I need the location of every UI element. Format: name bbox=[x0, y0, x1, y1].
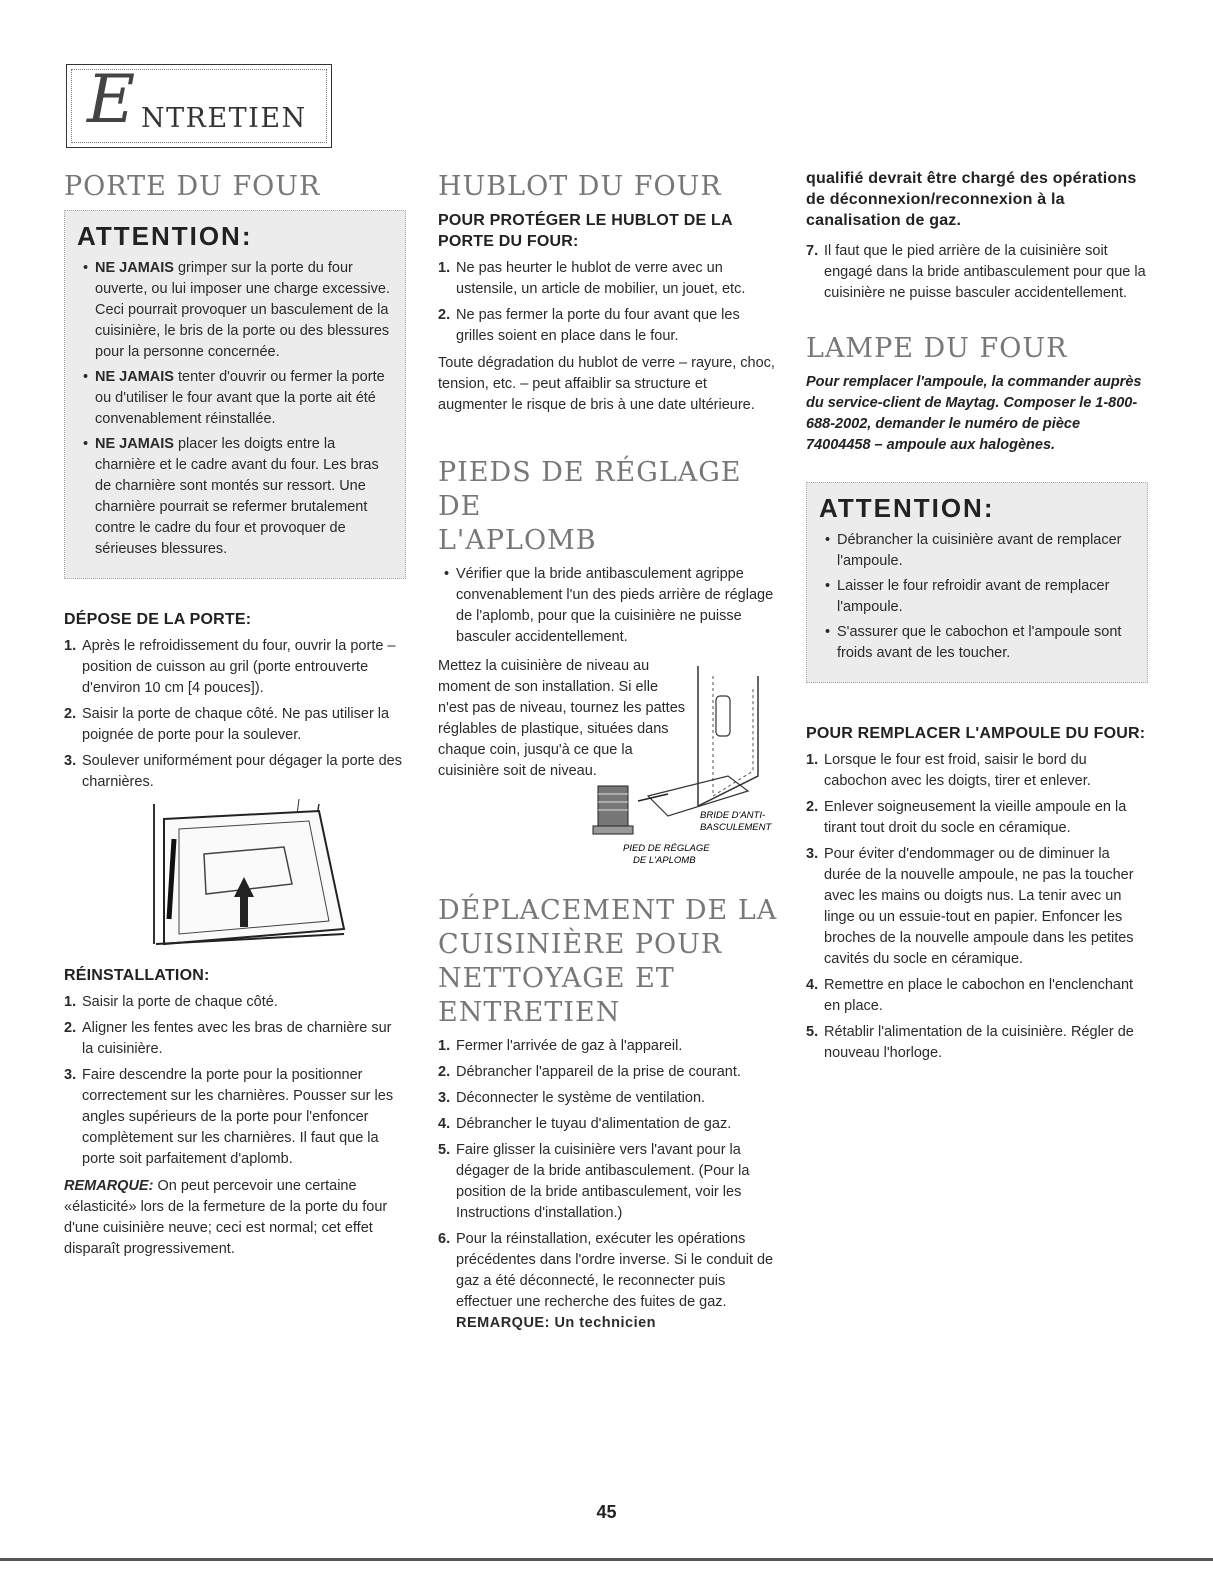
list-item: 7. Il faut que le pied arrière de la cuisinière soit engagé dans la bride antibasculement pour que la cuisinière ne puisse basculer accidentellement. bbox=[806, 243, 1146, 301]
list-item: 2. Aligner les fentes avec les bras de charnière sur la cuisinière. bbox=[64, 1020, 392, 1057]
list-item: 4. Débrancher le tuyau d'alimentation de gaz. bbox=[438, 1116, 732, 1132]
list-item: 5. Faire glisser la cuisinière vers l'avant pour la dégager de la bride antibasculement. (Pour la position de la bride antibasculement, voir les Instructions d'installation.) bbox=[438, 1142, 750, 1221]
lampe-steps bbox=[806, 750, 1148, 1064]
deplacement-steps bbox=[438, 1036, 778, 1334]
bottom-rule bbox=[0, 1558, 1213, 1561]
deplacement-steps-cont bbox=[806, 241, 1148, 304]
list-item: 3. Pour éviter d'endommager ou de diminuer la durée de la nouvelle ampoule, ne pas la toucher avec les mains ou doigts nus. La tenir avec un linge ou un essuie-tout en papier. Enfoncer les broches de la nouvelle ampoule dans les petites cavités du socle en céramique. bbox=[806, 846, 1134, 967]
pieds-bullets bbox=[438, 564, 778, 648]
note-porte: REMARQUE: On peut percevoir une certaine «élasticité» lors de la fermeture de la porte du four d'une cuisinière neuve; ceci est normal; cet effet disparaît progressivement. bbox=[64, 1178, 388, 1257]
page-title bbox=[66, 61, 332, 148]
heading-lampe: LAMPE DU FOUR bbox=[806, 333, 1068, 364]
hublot-steps bbox=[438, 258, 778, 347]
warning-item: • S'assurer que le cabochon et l'ampoule sont froids avant de les toucher. bbox=[825, 624, 1122, 661]
list-item: • Vérifier que la bride antibasculement agrippe convenablement l'un des pieds arrière de réglage de l'aplomb, pour que la cuisinière ne puisse basculer accidentellement. bbox=[444, 566, 774, 645]
hublot-paragraph: Toute dégradation du hublot de verre – rayure, choc, tension, etc. – peut affaiblir sa structure et augmenter le risque de bris à une date ultérieure. bbox=[438, 355, 775, 413]
deplacement-continued: qualifié devrait être chargé des opérations de déconnexion/reconnexion à la canalisation de gaz. bbox=[806, 170, 1137, 229]
list-item: 1. Saisir la porte de chaque côté. bbox=[64, 994, 278, 1010]
label-bride-line2: BASCULEMENT bbox=[700, 822, 772, 833]
list-item: 1. Après le refroidissement du four, ouvrir la porte – position de cuisson au gril (porte entrouverte d'environ 10 cm [4 pouces]). bbox=[64, 638, 396, 696]
list-item: 1. Lorsque le four est froid, saisir le bord du cabochon avec les doigts, tirer et enlever. bbox=[806, 752, 1091, 789]
depose-steps bbox=[64, 636, 406, 793]
subheading-hublot: POUR PROTÉGER LE HUBLOT DE LA PORTE DU FOUR: bbox=[438, 212, 733, 250]
warning-item: • NE JAMAIS tenter d'ouvrir ou fermer la porte ou d'utiliser le four avant que la porte ait été convenablement réinstallée. bbox=[83, 369, 385, 427]
list-item: 1. Ne pas heurter le hublot de verre avec un ustensile, un article de mobilier, un jouet, etc. bbox=[438, 260, 746, 297]
heading-porte-du-four: PORTE DU FOUR bbox=[64, 171, 321, 202]
note-technicien: REMARQUE: Un technicien bbox=[456, 1315, 657, 1331]
heading-hublot: HUBLOT DU FOUR bbox=[438, 171, 722, 202]
list-item: 2. Enlever soigneusement la vieille ampoule en la tirant tout droit du socle en céramique. bbox=[806, 799, 1127, 836]
warning-title: ATTENTION: bbox=[819, 493, 995, 523]
list-item: 2. Débrancher l'appareil de la prise de courant. bbox=[438, 1064, 741, 1080]
label-pied-line1: PIED DE RÉGLAGE bbox=[623, 843, 710, 854]
page-number: 45 bbox=[596, 1502, 617, 1522]
subheading-remplacer: POUR REMPLACER L'AMPOULE DU FOUR: bbox=[806, 725, 1146, 742]
list-item: 3. Faire descendre la porte pour la positionner correctement sur les charnières. Pousser sur les angles supérieurs de la porte pour l'enfoncer complètement sur les charnières. Il faut que la porte soit parfaitement d'aplomb. bbox=[64, 1067, 394, 1167]
title-rest: NTRETIEN bbox=[141, 103, 307, 134]
leveling-paragraph: Mettez la cuisinière de niveau au moment de son installation. Si elle n'est pas de niveau, tournez les pattes réglables de plastique, situées dans chaque coin, jusqu'à ce que la cuisinière soit de niveau. bbox=[438, 658, 686, 779]
warning-item: • Débrancher la cuisinière avant de remplacer l'ampoule. bbox=[825, 532, 1122, 569]
column-3 bbox=[806, 168, 1148, 1070]
subheading-depose: DÉPOSE DE LA PORTE: bbox=[64, 611, 252, 628]
warning-title: ATTENTION: bbox=[77, 221, 253, 251]
warning-box-porte bbox=[64, 210, 406, 579]
warning-item: • NE JAMAIS placer les doigts entre la charnière et le cadre avant du four. Les bras de charnière sont montés sur ressort. Une charnière pourrait se refermer brutalement contre le cadre du four et provoquer de sérieuses blessures. bbox=[83, 436, 379, 557]
warning-box-lampe bbox=[806, 482, 1148, 683]
heading-pieds: PIEDS DE RÉGLAGE DE L'APLOMB bbox=[438, 457, 742, 556]
subheading-reinstallation: RÉINSTALLATION: bbox=[64, 967, 210, 984]
column-1 bbox=[64, 170, 406, 1266]
label-bride-line1: BRIDE D'ANTI- bbox=[700, 810, 766, 821]
leveling-leg-illustration bbox=[588, 656, 778, 866]
warning-item: • NE JAMAIS grimper sur la porte du four ouverte, ou lui imposer une charge excessive. Ceci pourrait provoquer un basculement de la cuisinière, le bris de la porte ou des blessures pour la personne concernée. bbox=[83, 260, 390, 360]
list-item: 2. Ne pas fermer la porte du four avant que les grilles soient en place dans le four. bbox=[438, 307, 740, 344]
list-item: 6. Pour la réinstallation, exécuter les opérations précédentes dans l'ordre inverse. Si le conduit de gaz a été déconnecté, le reconnecter puis effectuer une recherche des fuites de gaz. REMARQUE: Un technicien bbox=[438, 1231, 774, 1331]
list-item: 4. Remettre en place le cabochon en l'enclenchant en place. bbox=[806, 977, 1134, 1014]
title-initial: E bbox=[87, 61, 136, 138]
heading-deplacement: DÉPLACEMENT DE LA CUISINIÈRE POUR NETTOYAGE ET ENTRETIEN bbox=[438, 895, 778, 1028]
leveling-figure bbox=[438, 656, 778, 866]
warning-item: • Laisser le four refroidir avant de remplacer l'ampoule. bbox=[825, 578, 1110, 615]
reinstall-steps bbox=[64, 992, 406, 1170]
list-item: 5. Rétablir l'alimentation de la cuisinière. Régler de nouveau l'horloge. bbox=[806, 1024, 1134, 1061]
list-item: 3. Déconnecter le système de ventilation. bbox=[438, 1090, 706, 1106]
column-2 bbox=[438, 170, 778, 1340]
oven-door-illustration bbox=[144, 799, 394, 949]
list-item: 2. Saisir la porte de chaque côté. Ne pas utiliser la poignée de porte pour la soulever. bbox=[64, 706, 390, 743]
lampe-intro: Pour remplacer l'ampoule, la commander auprès du service-client de Maytag. Composer le 1-800-688-2002, demander le numéro de pièce 74004458 – ampoule aux halogènes. bbox=[806, 374, 1142, 453]
list-item: 1. Fermer l'arrivée de gaz à l'appareil. bbox=[438, 1038, 683, 1054]
label-pied-line2: DE L'APLOMB bbox=[633, 855, 696, 866]
list-item: 3. Soulever uniformément pour dégager la porte des charnières. bbox=[64, 753, 402, 790]
